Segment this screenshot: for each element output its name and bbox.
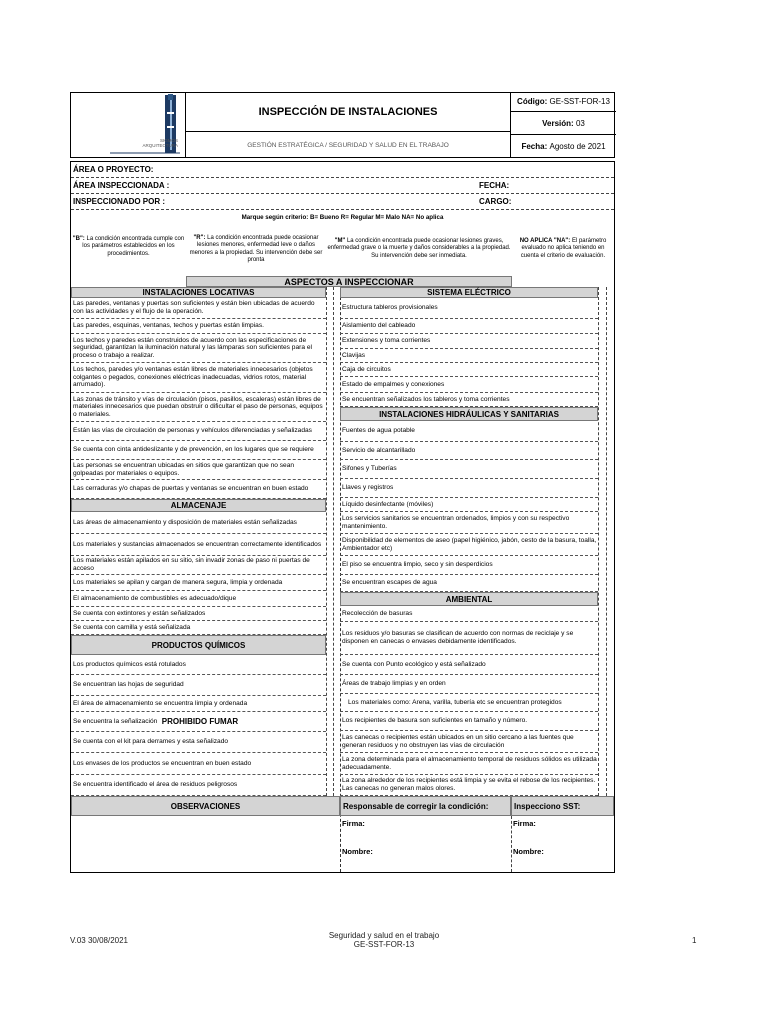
list-item-text: Extensiones y toma corrientes bbox=[342, 337, 431, 345]
criteria-na-text: El parámetro evaluado no aplica teniendo en cuenta el criterio de evaluación. bbox=[520, 238, 607, 259]
list-item-text: Se cuenta con extintores y están señalizados bbox=[73, 609, 206, 617]
criteria-title-text: Marque según criterio: B= Bueno R= Regular M= Malo NA= No aplica bbox=[241, 213, 444, 221]
date-value: Agosto de 2021 bbox=[549, 142, 606, 151]
list-item-text: Las personas se encuentran ubicadas en sitios que garantizan que no sean golpeadas por materiales o equipos. bbox=[73, 461, 295, 477]
list-item bbox=[340, 319, 598, 334]
list-item-text: Los productos químicos está rotulados bbox=[73, 660, 186, 668]
header-meta-cell bbox=[510, 92, 615, 158]
list-item-text: Los materiales como: Arena, varilla, tubería etc se encuentran protegidos bbox=[348, 698, 562, 706]
list-item-text: Estructura tableros provisionales bbox=[342, 304, 438, 312]
list-item-text: Estado de empalmes y conexiones bbox=[342, 380, 445, 388]
list-item-text: Las paredes, esquinas, ventanas, techos y puertas están limpias. bbox=[73, 322, 264, 330]
list-item bbox=[71, 534, 326, 556]
footer-version: V.03 30/08/2021 bbox=[70, 936, 128, 945]
code-label: Código: bbox=[517, 97, 548, 106]
list-item-text: Las zonas de tránsito y vías de circulación (pisos, pasillos, escaleras) están libres de materiales innecesarios que puedan obstruir o dificultar el paso de personas, equipos o materiales. bbox=[73, 395, 323, 418]
criteria-b bbox=[71, 236, 186, 266]
observaciones-area[interactable] bbox=[71, 816, 340, 872]
list-item-text: Se cuenta con camilla y está señalizada bbox=[73, 623, 191, 631]
aspectos-header bbox=[186, 276, 512, 287]
list-item-text: Se encuentran las hojas de seguridad bbox=[73, 681, 184, 689]
list-item bbox=[340, 655, 598, 675]
list-item-text: Los techos y paredes están construidos de acuerdo con las especificaciones de seguridad, garantizan la iluminación natural y las lámparas son suficientes para el proceso o trabajo a realizar. bbox=[73, 336, 312, 359]
ambiental-header bbox=[340, 592, 598, 606]
page-title bbox=[186, 92, 510, 132]
list-item bbox=[71, 393, 326, 422]
criteria-b-key: "B": bbox=[72, 236, 85, 242]
criteria-m-key: "M" bbox=[334, 238, 346, 244]
area-label: ÁREA O PROYECTO: bbox=[73, 165, 154, 174]
page-subtitle bbox=[186, 132, 510, 158]
list-item bbox=[71, 441, 326, 460]
criteria-b-text: La condición encontrada cumple con los parámetros establecidos en los procedimientos. bbox=[82, 236, 185, 257]
firma-responsable-field[interactable]: Firma: bbox=[342, 819, 365, 828]
list-item bbox=[71, 512, 326, 534]
criteria-na-key: NO APLICA "NA": bbox=[519, 238, 571, 244]
list-item-text: Se cuenta con el kit para derrames y esta señalizado bbox=[73, 738, 229, 746]
code-value: GE-SST-FOR-13 bbox=[549, 97, 610, 106]
left-check-divider bbox=[333, 287, 334, 796]
nombre-responsable-field[interactable]: Nombre: bbox=[342, 847, 373, 856]
list-item bbox=[340, 479, 598, 498]
list-item-text: Se encuentra identificado el área de residuos peligrosos bbox=[73, 781, 238, 789]
list-item bbox=[340, 622, 598, 655]
list-item-text: Fuentes de agua potable bbox=[342, 427, 415, 435]
list-item bbox=[340, 393, 598, 407]
list-item-text: Servicio de alcantarillado bbox=[342, 446, 416, 454]
inspecciono-label: Inspecciono SST: bbox=[514, 801, 581, 811]
electrico-title: SISTEMA ELÉCTRICO bbox=[427, 288, 511, 297]
list-item bbox=[340, 775, 598, 796]
list-item-text: Los materiales y sustancias almacenados se encuentran correctamente identificados bbox=[73, 540, 322, 548]
list-item-text: Las cerraduras y/o chapas de puertas y ventanas se encuentran en buen estado bbox=[73, 485, 309, 493]
list-item bbox=[71, 753, 326, 775]
list-item-text: Llaves y registros bbox=[342, 484, 394, 492]
list-item bbox=[71, 319, 326, 334]
list-item bbox=[71, 460, 326, 480]
list-item bbox=[71, 334, 326, 363]
area-inspeccionada-field[interactable] bbox=[71, 178, 614, 194]
list-item bbox=[340, 298, 598, 319]
list-item bbox=[340, 512, 598, 534]
logo-text: SIGMOS ARQUITECTURA bbox=[142, 138, 178, 148]
list-item bbox=[71, 775, 326, 796]
almacenaje-title: ALMACENAJE bbox=[170, 501, 227, 510]
prohibido-fumar-label: PROHIBIDO FUMAR bbox=[161, 717, 239, 726]
list-item-text: Los materiales se apilan y cargan de manera segura, limpia y ordenada bbox=[73, 578, 283, 586]
list-item bbox=[340, 334, 598, 349]
list-item bbox=[340, 534, 598, 556]
list-item bbox=[71, 575, 326, 591]
hidraulicas-header bbox=[340, 407, 598, 421]
list-item-text: Sifones y Tuberías bbox=[342, 465, 397, 473]
list-item-text: Se cuenta con Punto ecológico y está señalizado bbox=[342, 660, 486, 668]
criteria-na bbox=[513, 238, 613, 264]
list-item-text: Están las vías de circulación de personas y vehículos diferenciadas y señalizadas bbox=[73, 427, 312, 435]
list-item bbox=[71, 655, 326, 675]
list-item bbox=[340, 675, 598, 694]
list-item bbox=[71, 732, 326, 753]
list-item bbox=[340, 556, 598, 575]
firma-inspector-field[interactable]: Firma: bbox=[513, 819, 536, 828]
document-title: INSPECCIÓN DE INSTALACIONES bbox=[258, 105, 438, 118]
list-item-text: Áreas de trabajo limpias y en orden bbox=[342, 680, 446, 688]
footer-center-line1: Seguridad y salud en el trabajo bbox=[328, 931, 440, 940]
list-item-text: El almacenamiento de combustibles es adecuado/dique bbox=[73, 594, 237, 602]
responsable-header bbox=[340, 796, 511, 816]
list-item-text: Los residuos y/o basuras se clasifican de acuerdo con normas de reciclaje y se disponen en canecas o envases debidamente identificados. bbox=[342, 630, 574, 645]
list-item-text: Los servicios sanitarios se encuentran ordenados, limpios y con su respectivo mantenimiento. bbox=[342, 514, 570, 530]
list-item-text: Aislamiento del cableado bbox=[342, 322, 416, 330]
nombre-inspector-field[interactable]: Nombre: bbox=[513, 847, 544, 856]
list-item bbox=[71, 607, 326, 621]
version-value: 03 bbox=[575, 118, 585, 128]
list-item-text: Las canecas o recipientes están ubicados en un sitio cercano a las fuentes que generan residuos y no obstruyen las vías de circulación bbox=[342, 733, 574, 749]
criteria-m-text: La condición encontrada puede ocasionar lesiones graves, enfermedad grave o la muerte y daños considerables a la propiedad. Su intervención debe ser inmediata. bbox=[327, 238, 511, 259]
inspecciono-header bbox=[511, 796, 614, 816]
list-item bbox=[71, 298, 326, 319]
list-item bbox=[340, 753, 598, 775]
list-item-text: Los techos, paredes y/o ventanas están libres de materiales innecesarios (objetos colgantes o pegados, conexiones eléctricas inadecuadas, vidrios rotos, material arrumado). bbox=[73, 366, 313, 389]
list-item-text: Las áreas de almacenamiento y disposición de materiales están señalizadas bbox=[73, 518, 297, 526]
list-item-text: Líquido desinfectante (móviles) bbox=[342, 500, 434, 508]
list-item bbox=[71, 363, 326, 393]
criteria-r-text: La condición encontrada puede ocasionar lesiones menores, enfermedad leve o daños menores a la propiedad. Su intervención debe ser pronta bbox=[189, 235, 323, 264]
criteria-title bbox=[71, 211, 614, 223]
right-check-divider bbox=[606, 287, 607, 796]
version-label: Versión: bbox=[542, 118, 574, 128]
document-subtitle: GESTIÓN ESTRATÉGICA / SEGURIDAD Y SALUD EN EL TRABAJO bbox=[247, 141, 449, 149]
code-row bbox=[511, 92, 616, 112]
list-item-text: Clavijas bbox=[342, 351, 366, 359]
locativas-title: INSTALACIONES LOCATIVAS bbox=[142, 288, 255, 297]
fecha-label: FECHA: bbox=[479, 181, 510, 190]
list-item-text: Caja de circuitos bbox=[342, 365, 391, 373]
list-item-text: Las paredes, ventanas y puertas son suficientes y están bien ubicadas de acuerdo con las actividades y el flujo de la operación. bbox=[73, 300, 315, 315]
list-item-text: Los recipientes de basura son suficientes en tamaño y número. bbox=[342, 717, 528, 725]
quimicos-header bbox=[71, 635, 326, 655]
list-item bbox=[71, 621, 326, 635]
cargo-label: CARGO: bbox=[479, 197, 512, 206]
company-logo-icon bbox=[70, 92, 186, 158]
list-item-text: El piso se encuentra limpio, seco y sin desperdicios bbox=[342, 561, 493, 569]
right-check-divider bbox=[598, 287, 599, 796]
area-field[interactable] bbox=[71, 162, 614, 178]
list-item-text: Los envases de los productos se encuentran en buen estado bbox=[73, 759, 252, 767]
list-item bbox=[71, 712, 326, 732]
list-item bbox=[340, 731, 598, 753]
list-item bbox=[340, 498, 598, 512]
inspeccionado-por-label: INSPECCIONADO POR : bbox=[73, 197, 166, 206]
list-item-text: Se encuentran señalizados los tableros y toma corrientes bbox=[342, 395, 510, 403]
list-item-text: La zona alrededor de los recipientes está limpia y se evita el rebose de los recipientes. Las canecas no generan malos olores. bbox=[342, 777, 596, 792]
list-item-text: Se encuentra la señalización bbox=[73, 717, 158, 725]
list-item bbox=[340, 349, 598, 363]
list-item-text: Se encuentran escapes de agua bbox=[342, 579, 437, 587]
list-item bbox=[340, 694, 598, 712]
list-item bbox=[71, 422, 326, 441]
list-item bbox=[340, 606, 598, 622]
list-item-text: La zona determinada para el almacenamiento temporal de residuos sólidos es utilizada adecuadamente. bbox=[342, 755, 597, 771]
observaciones-title: OBSERVACIONES bbox=[170, 801, 241, 811]
list-item bbox=[71, 591, 326, 607]
responsable-label: Responsable de corregir la condición: bbox=[343, 801, 489, 811]
hidraulicas-title: INSTALACIONES HIDRÁULICAS Y SANITARIAS bbox=[379, 409, 559, 419]
header-logo-cell bbox=[70, 92, 186, 158]
ambiental-title: AMBIENTAL bbox=[445, 594, 493, 604]
footer-page-number: 1 bbox=[692, 936, 697, 945]
observaciones-header bbox=[71, 796, 340, 816]
list-item bbox=[340, 442, 598, 460]
criteria-r bbox=[188, 235, 324, 267]
footer-center bbox=[300, 931, 468, 949]
list-item bbox=[71, 675, 326, 696]
quimicos-title: PRODUCTOS QUÍMICOS bbox=[151, 640, 246, 650]
list-item bbox=[340, 460, 598, 479]
locativas-header bbox=[71, 287, 326, 298]
footer-center-line2: GE-SST-FOR-13 bbox=[353, 940, 415, 949]
aspectos-title: ASPECTOS A INSPECCIONAR bbox=[284, 276, 414, 287]
electrico-header bbox=[340, 287, 598, 298]
version-row bbox=[511, 112, 616, 135]
criteria-m bbox=[327, 238, 511, 264]
list-item bbox=[340, 712, 598, 731]
date-row bbox=[511, 135, 616, 158]
list-item bbox=[71, 556, 326, 575]
area-inspeccionada-label: ÁREA INSPECCIONADA : bbox=[73, 181, 170, 190]
list-item-text: El área de almacenamiento se encuentra limpia y ordenada bbox=[73, 699, 248, 707]
list-item bbox=[340, 421, 598, 442]
list-item-text: Recolección de basuras bbox=[342, 609, 413, 617]
inspeccionado-por-field[interactable] bbox=[71, 194, 614, 210]
list-item-text: Disponibilidad de elementos de aseo (papel higiénico, jabón, cesto de la basura, toalla, Ambientador etc) bbox=[342, 536, 597, 552]
list-item bbox=[71, 480, 326, 499]
almacenaje-header bbox=[71, 499, 326, 512]
list-item bbox=[71, 696, 326, 712]
list-item-text: Se cuenta con cinta antideslizante y de prevención, en los lugares que se requiere bbox=[73, 446, 314, 454]
criteria-r-key: "R": bbox=[193, 235, 206, 241]
list-item bbox=[340, 363, 598, 377]
list-item bbox=[340, 575, 598, 592]
date-label: Fecha: bbox=[521, 142, 548, 151]
list-item bbox=[340, 377, 598, 393]
signature-divider bbox=[511, 816, 512, 872]
list-item-text: Los materiales están apilados en su sitio, sin invadir zonas de paso ni puertas de acceso bbox=[73, 557, 310, 572]
left-check-divider bbox=[326, 287, 327, 796]
